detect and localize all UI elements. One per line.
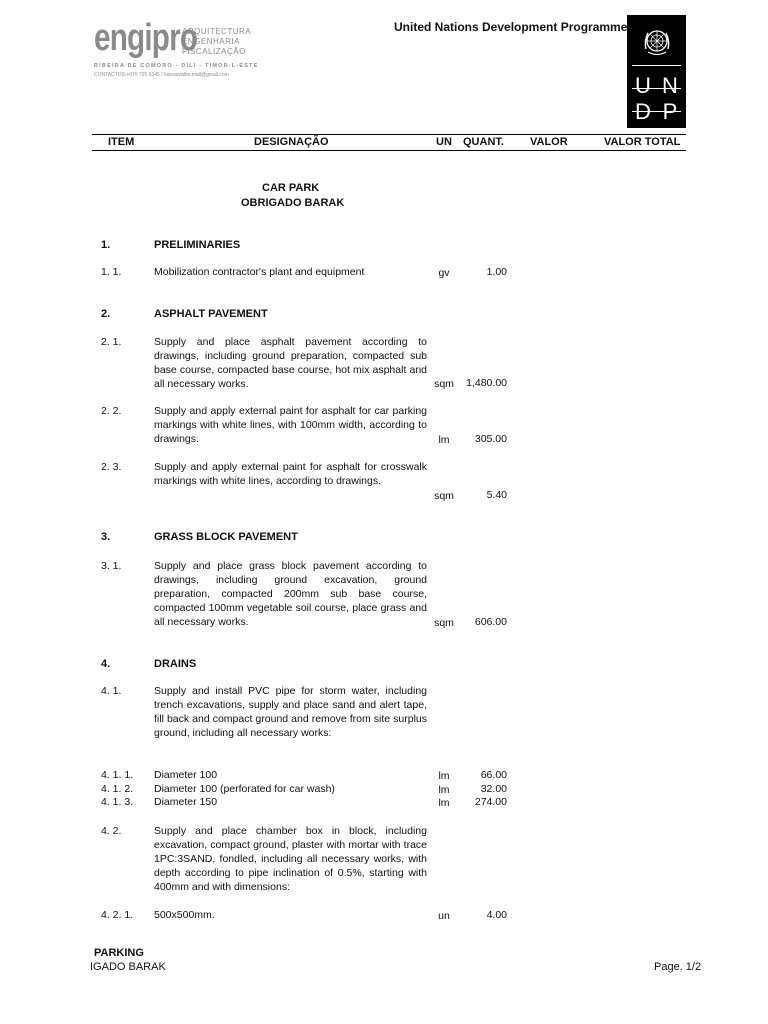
item-number: 4. 1. 2.: [101, 783, 134, 795]
item-quantity: 305.00: [474, 433, 507, 445]
item-number: 1. 1.: [101, 266, 122, 278]
item-description: 500x500mm.: [154, 909, 215, 921]
undp-letter-u: U: [635, 73, 651, 98]
section-title: ASPHALT PAVEMENT: [154, 308, 268, 320]
item-quantity: 1.00: [486, 266, 507, 278]
item-description: Diameter 150: [154, 796, 218, 808]
item-quantity: 32.00: [480, 783, 507, 795]
item-quantity: 66.00: [480, 769, 507, 781]
item-unit: lm: [438, 770, 450, 782]
item-number: 4. 1. 3.: [101, 796, 134, 808]
un-emblem-icon: [640, 25, 674, 59]
undp-letter-d: D: [635, 99, 651, 124]
item-description: Supply and install PVC pipe for storm water, including trench excavations, supply and place sand and alert tape, fill back and compact ground and remove from site surplus ground, including all necessary works:: [154, 685, 427, 739]
item-number: 2. 2.: [101, 405, 122, 417]
item-description: Supply and apply external paint for asphalt for crosswalk markings with white lines, according to drawings.: [154, 461, 427, 487]
item-unit: un: [438, 910, 450, 922]
logo-tagline-3: FISCALIZAÇÃO: [182, 47, 246, 56]
section-title: PRELIMINARIES: [154, 239, 241, 251]
item-quantity: 1,480.00: [466, 377, 507, 389]
item-unit: lm: [438, 434, 450, 446]
header-bottom-rule: [92, 150, 686, 151]
logo-contact: CONTACTOS:+670 725 6345 / luiscarvalho.mail@gmail.com: [94, 72, 229, 78]
footer-project-line1: PARKING: [94, 947, 144, 959]
header-top-rule: [92, 134, 686, 135]
item-number: 3. 1.: [101, 560, 122, 572]
item-number: 2. 3.: [101, 461, 122, 473]
item-quantity: 274.00: [474, 796, 507, 808]
item-quantity: 5.40: [486, 489, 507, 501]
logo-address: RIBEIRA DE COMORO - DILI - TIMOR-L-ESTE: [94, 63, 259, 69]
col-item: ITEM: [108, 136, 135, 148]
item-number: 4. 1.: [101, 685, 122, 697]
logo-tagline-1: ARQUITECTURA: [182, 27, 252, 36]
section-title: GRASS BLOCK PAVEMENT: [154, 531, 298, 543]
section-number: 1.: [101, 239, 111, 251]
undp-letter-p: P: [662, 99, 678, 124]
footer-project-line2: IGADO BARAK: [90, 961, 166, 973]
item-description: Diameter 100: [154, 769, 218, 781]
item-number: 4. 2. 1.: [101, 909, 134, 921]
item-number: 4. 2.: [101, 825, 122, 837]
item-description: Supply and apply external paint for asphalt for car parking markings with white lines, with 100mm width, according to drawings.: [154, 405, 427, 445]
item-unit: lm: [438, 784, 450, 796]
undp-letter-n: N: [662, 73, 678, 98]
section-title: DRAINS: [154, 658, 197, 670]
col-designacao: DESIGNAÇÃO: [254, 136, 329, 148]
col-quant: QUANT.: [463, 136, 504, 148]
section-number: 3.: [101, 531, 111, 543]
undp-logo: [627, 15, 686, 128]
col-valor: VALOR: [530, 136, 568, 148]
item-unit: lm: [438, 797, 450, 809]
item-quantity: 4.00: [486, 909, 507, 921]
item-number: 2. 1.: [101, 336, 122, 348]
project-title-line2: OBRIGADO BARAK: [241, 197, 345, 209]
undp-divider: [632, 65, 681, 66]
item-description: Supply and place grass block pavement according to drawings, including ground excavation, ground preparation, compacted 200mm sub base course, compacted 100mm vegetable soil course, place grass and all necessary works.: [154, 560, 427, 628]
col-valor-total: VALOR TOTAL: [604, 136, 681, 148]
item-description: Supply and place chamber box in block, including excavation, compact ground, plaster with mortar with trace 1PC:3SAND, fondled, including all necessary works, with depth according to pipe inclination of 0.5%, starting with 400mm and with dimensions:: [154, 825, 427, 893]
item-quantity: 606.00: [474, 616, 507, 628]
item-description: Mobilization contractor's plant and equipment: [154, 266, 365, 278]
item-description: Diameter 100 (perforated for car wash): [154, 783, 335, 795]
item-number: 4. 1. 1.: [101, 769, 134, 781]
page-number: Page. 1/2: [654, 961, 702, 973]
item-description: Supply and place asphalt pavement according to drawings, including ground preparation, compacted sub base course, compacted base course, hot mix asphalt and all necessary works.: [154, 336, 427, 390]
project-title-line1: CAR PARK: [262, 182, 320, 194]
item-unit: sqm: [434, 378, 454, 390]
logo-tagline-2: ENGENHARIA: [182, 37, 240, 46]
section-number: 2.: [101, 308, 111, 320]
item-unit: sqm: [434, 617, 454, 629]
engipro-logo: engipro: [94, 17, 198, 59]
item-unit: sqm: [434, 490, 454, 502]
org-title: United Nations Development Programme: [394, 20, 628, 34]
item-unit: gv: [438, 267, 450, 279]
col-un: UN: [436, 136, 452, 148]
section-number: 4.: [101, 658, 111, 670]
